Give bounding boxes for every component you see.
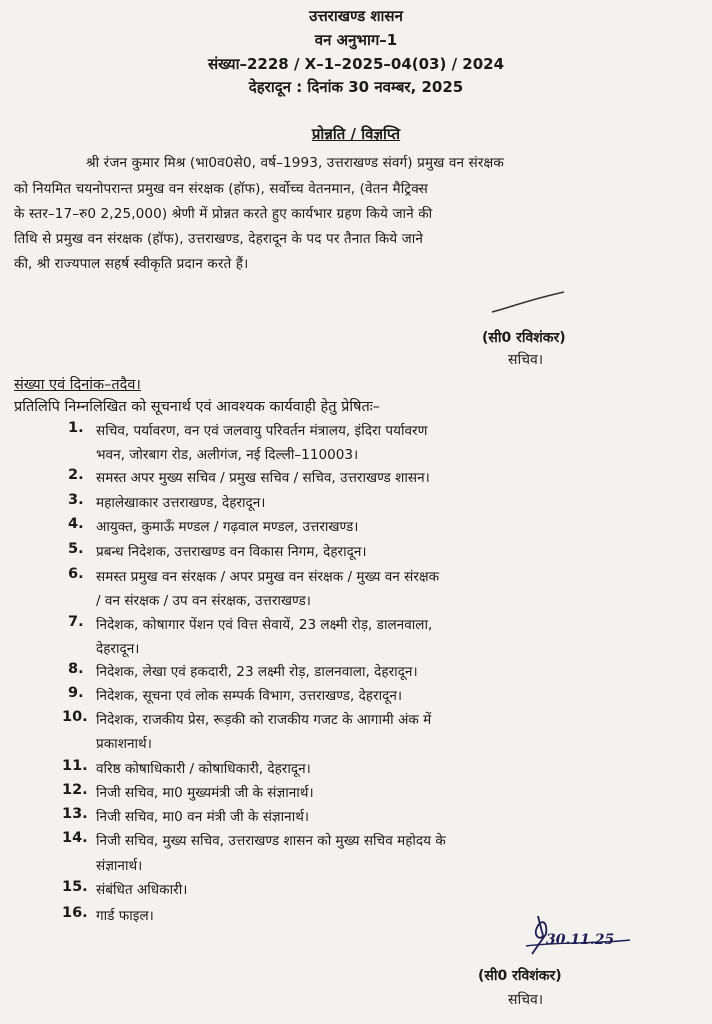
signatory-designation: सचिव। (508, 352, 544, 368)
list-item-number: 13. (62, 806, 88, 822)
list-item-number: 3. (68, 492, 84, 508)
list-item-text: समस्त अपर मुख्य सचिव / प्रमुख सचिव / सचिव, उत्तराखण्ड शासन। (96, 470, 430, 486)
ref-same-line: संख्या एवं दिनांक–तदैव। (14, 377, 141, 393)
list-item-text: महालेखाकार उत्तराखण्ड, देहरादून। (96, 495, 266, 511)
list-item-text: वरिष्ठ कोषाधिकारी / कोषाधिकारी, देहरादून। (96, 761, 311, 777)
document-title: प्रोन्नति / विज्ञप्ति (311, 125, 401, 143)
place-date: देहरादून : दिनांक 30 नवम्बर, 2025 (248, 78, 464, 96)
list-item-number: 16. (62, 905, 88, 921)
list-item-number: 10. (62, 709, 88, 725)
signature-mark (488, 288, 568, 318)
list-item-number: 8. (68, 661, 84, 677)
body-line: श्री रंजन कुमार मिश्र (भा0व0से0, वर्ष–1993, उत्तराखण्ड संवर्ग) प्रमुख वन संरक्षक (86, 155, 504, 171)
signatory-name: (सी0 रविशंकर) (478, 968, 562, 984)
list-item-text: निजी सचिव, मुख्य सचिव, उत्तराखण्ड शासन को मुख्य सचिव महोदय के (96, 833, 446, 849)
list-item-number: 7. (68, 614, 84, 630)
list-item-text: संबंधित अधिकारी। (96, 882, 188, 898)
list-item-text: निजी सचिव, मा0 वन मंत्री जी के संज्ञानार्थ। (96, 809, 310, 825)
list-item-text: देहरादून। (96, 641, 140, 657)
list-item-number: 12. (62, 782, 88, 798)
body-line: के स्तर–17–रु0 2,25,000) श्रेणी में प्रोन्नत करते हुए कार्यभार ग्रहण किये जाने की (14, 206, 433, 222)
list-item-number: 11. (62, 758, 88, 774)
list-item-number: 14. (62, 830, 88, 846)
section-name: वन अनुभाग–1 (314, 31, 398, 49)
copy-intro: प्रतिलिपि निम्नलिखित को सूचनार्थ एवं आवश्यक कार्यवाही हेतु प्रेषितः– (14, 399, 380, 415)
list-item-text: समस्त प्रमुख वन संरक्षक / अपर प्रमुख वन संरक्षक / मुख्य वन संरक्षक (96, 569, 440, 585)
list-item-text: सचिव, पर्यावरण, वन एवं जलवायु परिवर्तन मंत्रालय, इंदिरा पर्यावरण (96, 423, 428, 439)
body-line: तिथि से प्रमुख वन संरक्षक (हॉफ), उत्तराखण्ड, देहरादून के पद पर तैनात किये जाने (14, 231, 424, 247)
list-item-text: निदेशक, कोषागार पेंशन एवं वित्त सेवायें, 23 लक्ष्मी रोड़, डालनवाला, (96, 617, 433, 633)
list-item-text: निदेशक, राजकीय प्रेस, रूड़की को राजकीय गजट के आगामी अंक में (96, 712, 432, 728)
signatory-designation: सचिव। (508, 992, 544, 1008)
signature-date: 30.11.25 (546, 932, 615, 948)
list-item-number: 4. (68, 516, 84, 532)
list-item-number: 9. (68, 685, 84, 701)
list-item-text: गार्ड फाइल। (96, 908, 154, 924)
list-item-text: निदेशक, सूचना एवं लोक सम्पर्क विभाग, उत्तराखण्ड, देहरादून। (96, 688, 403, 704)
list-item-text: संज्ञानार्थ। (96, 858, 143, 874)
list-item-text: / वन संरक्षक / उप वन संरक्षक, उत्तराखण्ड। (96, 593, 311, 609)
list-item-text: निदेशक, लेखा एवं हकदारी, 23 लक्ष्मी रोड़, डालनवाला, देहरादून। (96, 664, 418, 680)
list-item-number: 5. (68, 541, 84, 557)
list-item-text: आयुक्त, कुमाऊँ मण्डल / गढ़वाल मण्डल, उत्तराखण्ड। (96, 519, 359, 535)
body-line: की, श्री राज्यपाल सहर्ष स्वीकृति प्रदान करते हैं। (14, 256, 249, 272)
list-item-number: 2. (68, 467, 84, 483)
list-item-text: प्रबन्ध निदेशक, उत्तराखण्ड वन विकास निगम, देहरादून। (96, 544, 367, 560)
signatory-name: (सी0 रविशंकर) (482, 330, 566, 346)
list-item-text: निजी सचिव, मा0 मुख्यमंत्री जी के संज्ञानार्थ। (96, 785, 314, 801)
reference-number: संख्या–2228 / X–1–2025–04(03) / 2024 (207, 55, 505, 73)
body-line: को नियमित चयनोपरान्त प्रमुख वन संरक्षक (हॉफ), सर्वोच्च वेतनमान, (वेतन मैट्रिक्स (14, 181, 428, 197)
govt-name: उत्तराखण्ड शासन (309, 7, 403, 25)
list-item-number: 1. (68, 420, 84, 436)
list-item-number: 6. (68, 566, 84, 582)
list-item-number: 15. (62, 879, 88, 895)
list-item-text: प्रकाशनार्थ। (96, 736, 152, 752)
list-item-text: भवन, जोरबाग रोड, अलीगंज, नई दिल्ली–110003। (96, 447, 359, 463)
